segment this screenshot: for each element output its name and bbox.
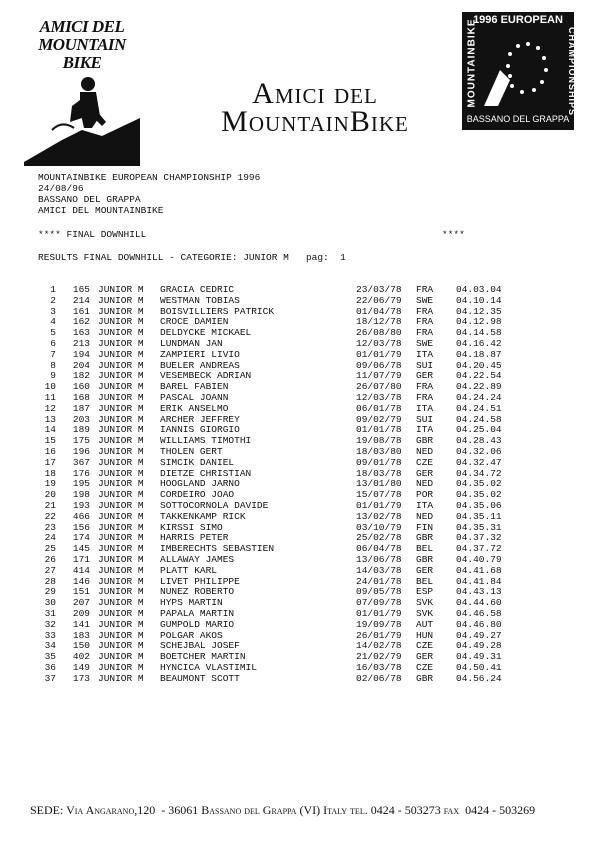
cell-pos: 37 <box>44 672 56 684</box>
cell-bib: 156 <box>72 521 90 533</box>
cell-pos: 31 <box>44 608 56 619</box>
cell-time: 04.35.02 <box>456 478 502 490</box>
cell-dob: 13/02/78 <box>356 510 402 522</box>
cell-name: BOETCHER MARTIN <box>160 651 246 663</box>
cell-nat: GBR <box>416 672 434 684</box>
cell-cat: JUNIOR M <box>98 305 144 317</box>
cell-dob: 15/07/78 <box>356 489 402 501</box>
event-name: MOUNTAINBIKE EUROPEAN CHAMPIONSHIP 1996 <box>38 172 261 183</box>
cell-bib: 209 <box>72 608 90 619</box>
cell-pos: 22 <box>44 510 56 522</box>
cell-pos: 17 <box>44 456 56 468</box>
cell-nat: BEL <box>416 543 434 555</box>
cell-time: 04.24.58 <box>456 413 502 425</box>
cell-name: HYPS MARTIN <box>160 597 223 609</box>
cell-time: 04.49.31 <box>456 651 502 663</box>
footer-address: SEDE: Via Angarano,120 - 36061 Bassano del Grappa (VI) Italy tel. 0424 - 503273 fax 0424 - 503269 <box>30 803 536 817</box>
cell-dob: 18/03/80 <box>356 446 402 457</box>
cell-bib: 213 <box>72 338 90 349</box>
cell-dob: 18/12/78 <box>356 316 402 328</box>
cell-time: 04.43.13 <box>456 586 502 598</box>
cell-cat: JUNIOR M <box>98 435 144 447</box>
cell-cat: JUNIOR M <box>98 456 144 468</box>
cell-bib: 174 <box>72 532 90 544</box>
cell-cat: JUNIOR M <box>98 500 144 511</box>
cell-cat: JUNIOR M <box>98 381 144 393</box>
cell-pos: 24 <box>44 532 56 544</box>
cell-name: VESEMBECK ADRIAN <box>160 370 252 382</box>
cell-name: SIMCIK DANIEL <box>160 456 235 468</box>
cell-bib: 141 <box>72 618 90 630</box>
cell-pos: 6 <box>50 338 56 349</box>
cell-dob: 01/04/78 <box>356 305 402 317</box>
cell-bib: 414 <box>72 564 90 576</box>
cell-cat: JUNIOR M <box>98 608 144 619</box>
cell-time: 04.35.06 <box>456 500 502 511</box>
cell-time: 04.10.14 <box>456 294 502 306</box>
cell-pos: 32 <box>44 618 56 630</box>
cyclist-illustration <box>22 70 142 166</box>
cell-pos: 19 <box>44 478 56 490</box>
cell-dob: 09/01/78 <box>356 456 402 468</box>
cell-name: BOISVILLIERS PATRICK <box>160 305 275 317</box>
cell-pos: 5 <box>50 327 56 339</box>
cell-nat: ITA <box>416 500 434 511</box>
cell-time: 04.24.24 <box>456 392 502 403</box>
cell-bib: 189 <box>72 424 90 436</box>
cell-time: 04.35.02 <box>456 489 502 501</box>
cell-nat: GER <box>416 467 434 479</box>
cell-bib: 367 <box>72 456 90 468</box>
cell-name: GUMPOLD MARIO <box>160 618 235 630</box>
cell-name: HOOGLAND JARNO <box>160 478 240 490</box>
cell-pos: 8 <box>50 359 56 371</box>
cell-pos: 11 <box>44 392 56 403</box>
cell-name: LUNDMAN JAN <box>160 338 223 349</box>
cell-name: HYNCICA VLASTIMIL <box>160 662 257 673</box>
cell-cat: JUNIOR M <box>98 370 144 382</box>
cell-time: 04.22.89 <box>456 381 502 393</box>
cell-dob: 09/05/78 <box>356 586 402 598</box>
cell-nat: SWE <box>416 294 434 306</box>
club-logo <box>22 18 142 168</box>
cell-cat: JUNIOR M <box>98 316 144 328</box>
cell-dob: 01/01/79 <box>356 348 402 360</box>
cell-bib: 150 <box>72 640 90 652</box>
cell-pos: 26 <box>44 554 56 565</box>
cell-dob: 13/01/80 <box>356 478 402 490</box>
cell-dob: 12/03/78 <box>356 392 402 403</box>
cell-time: 04.32.06 <box>456 446 502 457</box>
cell-name: ERIK ANSELMO <box>160 402 229 414</box>
cell-cat: JUNIOR M <box>98 467 144 479</box>
cell-name: TAKKENKAMP RICK <box>160 510 246 522</box>
cell-name: GRACIA CEDRIC <box>160 284 235 295</box>
cell-pos: 30 <box>44 597 56 609</box>
section-title-end: **** <box>442 229 465 240</box>
cell-cat: JUNIOR M <box>98 586 144 598</box>
cell-cat: JUNIOR M <box>98 424 144 436</box>
cell-name: WESTMAN TOBIAS <box>160 294 240 306</box>
cell-time: 04.25.04 <box>456 424 502 436</box>
cell-bib: 214 <box>72 294 90 306</box>
cell-time: 04.14.58 <box>456 327 502 339</box>
cell-bib: 161 <box>72 305 90 317</box>
cell-bib: 195 <box>72 478 90 490</box>
cell-dob: 26/08/80 <box>356 327 402 339</box>
cell-nat: SUI <box>416 359 434 371</box>
cell-pos: 13 <box>44 413 56 425</box>
cell-pos: 2 <box>50 294 56 306</box>
cell-name: ZAMPIERI LIVIO <box>160 348 240 360</box>
cell-pos: 7 <box>50 348 56 360</box>
cell-dob: 14/02/78 <box>356 640 402 652</box>
cell-time: 04.50.41 <box>456 662 502 673</box>
cell-name: ARCHER JEFFREY <box>160 413 240 425</box>
cell-nat: NED <box>416 446 434 457</box>
cell-time: 04.40.79 <box>456 554 502 565</box>
cell-nat: CZE <box>416 456 434 468</box>
cell-cat: JUNIOR M <box>98 564 144 576</box>
cell-bib: 146 <box>72 575 90 587</box>
cell-time: 04.46.80 <box>456 618 502 630</box>
cell-cat: JUNIOR M <box>98 327 144 339</box>
cell-pos: 3 <box>50 305 56 317</box>
cell-time: 04.35.31 <box>456 521 502 533</box>
cell-cat: JUNIOR M <box>98 510 144 522</box>
cell-nat: NED <box>416 478 434 490</box>
cell-cat: JUNIOR M <box>98 348 144 360</box>
cell-name: THOLEN GERT <box>160 446 223 457</box>
badge-right-text: CHAMPIONSHIPS <box>567 27 577 117</box>
cell-nat: ITA <box>416 424 434 436</box>
page-title: Amici del MountainBike <box>221 77 409 138</box>
cell-dob: 26/07/80 <box>356 381 402 393</box>
cell-dob: 21/02/79 <box>356 651 402 663</box>
cell-name: HARRIS PETER <box>160 532 229 544</box>
cell-dob: 26/01/79 <box>356 629 402 641</box>
cell-name: SOTTOCORNOLA DAVIDE <box>160 500 269 511</box>
cell-time: 04.37.32 <box>456 532 502 544</box>
cell-nat: ITA <box>416 402 434 414</box>
cell-time: 04.28.43 <box>456 435 502 447</box>
cell-time: 04.32.47 <box>456 456 502 468</box>
cell-dob: 13/06/78 <box>356 554 402 565</box>
cell-dob: 01/01/78 <box>356 424 402 436</box>
cell-name: ALLAWAY JAMES <box>160 554 235 565</box>
cell-name: PAPALA MARTIN <box>160 608 235 619</box>
championship-badge <box>462 12 577 130</box>
cell-nat: BEL <box>416 575 434 587</box>
section-title: **** FINAL DOWNHILL <box>38 229 147 240</box>
cell-time: 04.44.60 <box>456 597 502 609</box>
cell-nat: SVK <box>416 597 434 609</box>
cell-cat: JUNIOR M <box>98 413 144 425</box>
cell-pos: 4 <box>50 316 56 328</box>
cell-cat: JUNIOR M <box>98 672 144 684</box>
cell-pos: 10 <box>44 381 56 393</box>
cell-dob: 19/09/78 <box>356 618 402 630</box>
cell-pos: 18 <box>44 467 56 479</box>
cell-bib: 168 <box>72 392 90 403</box>
cell-pos: 27 <box>44 564 56 576</box>
cell-cat: JUNIOR M <box>98 294 144 306</box>
cell-cat: JUNIOR M <box>98 446 144 457</box>
cell-time: 04.18.87 <box>456 348 502 360</box>
cell-name: PASCAL JOANN <box>160 392 229 403</box>
cell-pos: 16 <box>44 446 56 457</box>
cell-pos: 29 <box>44 586 56 598</box>
cell-time: 04.22.54 <box>456 370 502 382</box>
event-date: 24/08/96 <box>38 183 84 194</box>
results-heading: RESULTS FINAL DOWNHILL - CATEGORIE: JUNIOR M pag: 1 <box>38 252 346 263</box>
cell-time: 04.03.04 <box>456 284 502 295</box>
cell-dob: 03/10/79 <box>356 521 402 533</box>
cell-time: 04.35.11 <box>456 510 502 522</box>
event-place: BASSANO DEL GRAPPA <box>38 194 141 205</box>
cell-dob: 22/06/79 <box>356 294 402 306</box>
cell-nat: FRA <box>416 284 434 295</box>
cell-cat: JUNIOR M <box>98 662 144 673</box>
cell-nat: GER <box>416 370 434 382</box>
cell-pos: 28 <box>44 575 56 587</box>
cell-name: CORDEIRO JOAO <box>160 489 235 501</box>
cell-nat: FRA <box>416 327 434 339</box>
cell-time: 04.41.68 <box>456 564 502 576</box>
cell-nat: AUT <box>416 618 434 630</box>
cell-pos: 35 <box>44 651 56 663</box>
cell-dob: 24/01/78 <box>356 575 402 587</box>
cell-nat: NED <box>416 510 434 522</box>
cell-nat: FRA <box>416 305 434 317</box>
cell-bib: 182 <box>72 370 90 382</box>
cell-cat: JUNIOR M <box>98 597 144 609</box>
cell-pos: 36 <box>44 662 56 673</box>
cell-nat: SWE <box>416 338 434 349</box>
cell-dob: 06/01/78 <box>356 402 402 414</box>
cell-name: WILLIAMS TIMOTHI <box>160 435 252 447</box>
cell-bib: 198 <box>72 489 90 501</box>
cell-time: 04.49.28 <box>456 640 502 652</box>
cell-time: 04.56.24 <box>456 672 502 684</box>
cell-time: 04.20.45 <box>456 359 502 371</box>
cell-time: 04.46.58 <box>456 608 502 619</box>
cell-nat: FRA <box>416 392 434 403</box>
cell-pos: 34 <box>44 640 56 652</box>
cell-dob: 18/03/78 <box>356 467 402 479</box>
cell-time: 04.12.98 <box>456 316 502 328</box>
cell-pos: 20 <box>44 489 56 501</box>
cell-cat: JUNIOR M <box>98 618 144 630</box>
cell-dob: 14/03/78 <box>356 564 402 576</box>
cell-name: LIVET PHILIPPE <box>160 575 240 587</box>
cell-bib: 173 <box>72 672 90 684</box>
cell-dob: 07/09/78 <box>356 597 402 609</box>
cell-pos: 14 <box>44 424 56 436</box>
cell-nat: GER <box>416 564 434 576</box>
cell-dob: 02/06/78 <box>356 672 402 684</box>
cell-name: PLATT KARL <box>160 564 218 576</box>
cell-bib: 175 <box>72 435 90 447</box>
cell-cat: JUNIOR M <box>98 489 144 501</box>
cell-pos: 12 <box>44 402 56 414</box>
cell-cat: JUNIOR M <box>98 359 144 371</box>
cell-name: IANNIS GIORGIO <box>160 424 240 436</box>
badge-left-text: MOUNTAINBIKE <box>466 18 478 108</box>
cell-cat: JUNIOR M <box>98 532 144 544</box>
cell-cat: JUNIOR M <box>98 478 144 490</box>
cell-cat: JUNIOR M <box>98 629 144 641</box>
event-organizer: AMICI DEL MOUNTAINBIKE <box>38 205 164 216</box>
cell-dob: 06/04/78 <box>356 543 402 555</box>
cell-dob: 01/01/79 <box>356 500 402 511</box>
cell-bib: 162 <box>72 316 90 328</box>
cell-nat: ESP <box>416 586 434 598</box>
cell-cat: JUNIOR M <box>98 392 144 403</box>
cell-name: CROCE DAMIEN <box>160 316 229 328</box>
cell-dob: 01/01/79 <box>356 608 402 619</box>
cell-bib: 145 <box>72 543 90 555</box>
cell-bib: 187 <box>72 402 90 414</box>
cell-nat: HUN <box>416 629 434 641</box>
cell-bib: 171 <box>72 554 90 565</box>
cell-bib: 196 <box>72 446 90 457</box>
cell-cat: JUNIOR M <box>98 284 144 295</box>
cell-name: BEAUMONT SCOTT <box>160 672 240 684</box>
cell-bib: 163 <box>72 327 90 339</box>
cell-pos: 9 <box>50 370 56 382</box>
cell-name: POLGAR AKOS <box>160 629 223 641</box>
badge-top-text: 1996 EUROPEAN <box>473 14 563 26</box>
cell-name: NUNEZ ROBERTO <box>160 586 235 598</box>
cell-dob: 09/06/78 <box>356 359 402 371</box>
cell-nat: GBR <box>416 435 434 447</box>
cell-name: DELDYCKE MICKAEL <box>160 327 252 339</box>
cell-name: DIETZE CHRISTIAN <box>160 467 252 479</box>
cell-cat: JUNIOR M <box>98 338 144 349</box>
cell-cat: JUNIOR M <box>98 640 144 652</box>
cell-pos: 23 <box>44 521 56 533</box>
cell-nat: FRA <box>416 316 434 328</box>
cell-time: 04.37.72 <box>456 543 502 555</box>
cell-cat: JUNIOR M <box>98 521 144 533</box>
cell-bib: 466 <box>72 510 90 522</box>
cell-bib: 207 <box>72 597 90 609</box>
cell-nat: SUI <box>416 413 434 425</box>
cell-time: 04.12.35 <box>456 305 502 317</box>
cell-bib: 176 <box>72 467 90 479</box>
cell-bib: 165 <box>72 284 90 295</box>
cell-time: 04.41.84 <box>456 575 502 587</box>
cell-bib: 151 <box>72 586 90 598</box>
badge-bottom-text: BASSANO DEL GRAPPA <box>466 114 570 124</box>
cell-cat: JUNIOR M <box>98 651 144 663</box>
cell-name: KIRSSI SIMO <box>160 521 223 533</box>
cell-bib: 193 <box>72 500 90 511</box>
cell-nat: GER <box>416 651 434 663</box>
cell-dob: 12/03/78 <box>356 338 402 349</box>
cell-bib: 183 <box>72 629 90 641</box>
cell-time: 04.34.72 <box>456 467 502 479</box>
cell-cat: JUNIOR M <box>98 575 144 587</box>
cell-dob: 23/03/78 <box>356 284 402 295</box>
cell-nat: POR <box>416 489 434 501</box>
cell-cat: JUNIOR M <box>98 543 144 555</box>
cell-time: 04.16.42 <box>456 338 502 349</box>
cell-nat: FRA <box>416 381 434 393</box>
cell-dob: 16/03/78 <box>356 662 402 673</box>
cell-dob: 19/08/78 <box>356 435 402 447</box>
cell-pos: 33 <box>44 629 56 641</box>
cell-bib: 149 <box>72 662 90 673</box>
cell-pos: 15 <box>44 435 56 447</box>
cell-dob: 25/02/78 <box>356 532 402 544</box>
cell-bib: 203 <box>72 413 90 425</box>
cell-time: 04.24.51 <box>456 402 502 414</box>
cell-nat: CZE <box>416 640 434 652</box>
cell-name: SCHEJBAL JOSEF <box>160 640 240 652</box>
cell-time: 04.49.27 <box>456 629 502 641</box>
cell-pos: 21 <box>44 500 56 511</box>
stars-ring-icon <box>480 30 556 110</box>
cell-nat: SVK <box>416 608 434 619</box>
cell-bib: 160 <box>72 381 90 393</box>
club-logo-text: AMICI DEL MOUNTAIN BIKE <box>38 17 126 72</box>
cell-bib: 204 <box>72 359 90 371</box>
cell-cat: JUNIOR M <box>98 402 144 414</box>
cell-bib: 402 <box>72 651 90 663</box>
cell-bib: 194 <box>72 348 90 360</box>
cell-nat: ITA <box>416 348 434 360</box>
cell-nat: FIN <box>416 521 434 533</box>
cell-name: BUELER ANDREAS <box>160 359 240 371</box>
cell-name: IMBERECHTS SEBASTIEN <box>160 543 275 555</box>
cell-pos: 1 <box>50 284 56 295</box>
cell-nat: CZE <box>416 662 434 673</box>
cell-cat: JUNIOR M <box>98 554 144 565</box>
cell-pos: 25 <box>44 543 56 555</box>
cell-name: BAREL FABIEN <box>160 381 229 393</box>
cell-nat: GBR <box>416 554 434 565</box>
cell-nat: GBR <box>416 532 434 544</box>
cell-dob: 11/07/79 <box>356 370 402 382</box>
cell-dob: 09/02/79 <box>356 413 402 425</box>
